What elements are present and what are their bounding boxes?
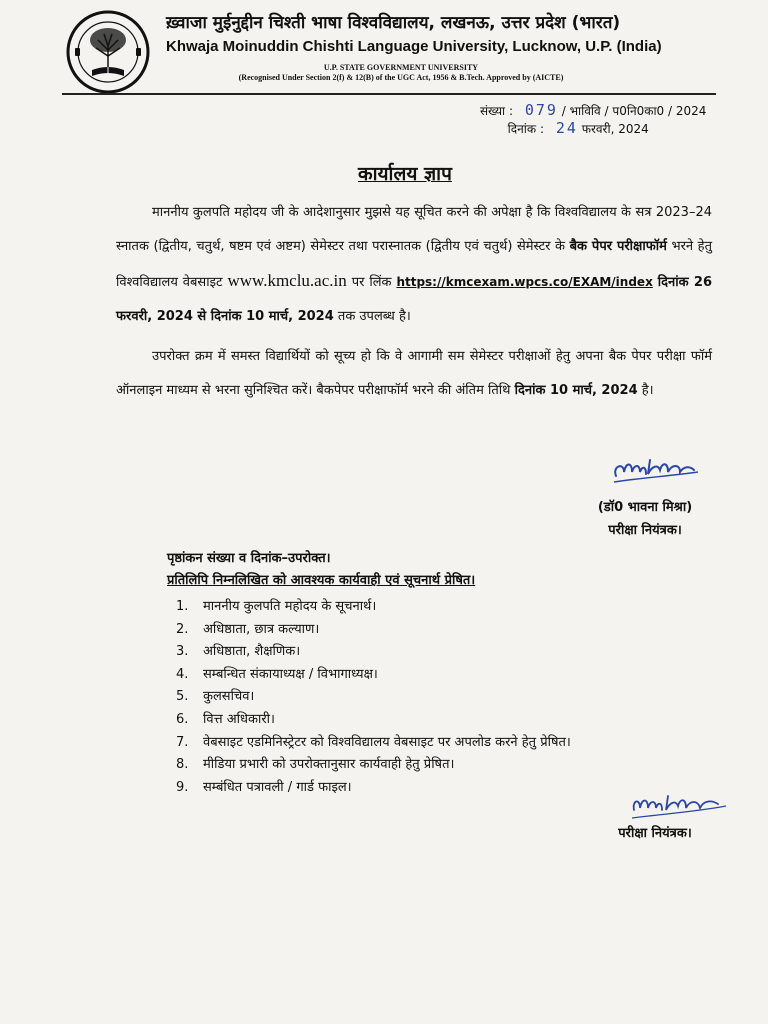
list-item: 3. अधिष्ठाता, शैक्षणिक। bbox=[176, 644, 301, 660]
copy-recipients-list bbox=[176, 596, 571, 799]
reference-number bbox=[440, 101, 710, 119]
paragraph-2 bbox=[116, 340, 712, 408]
reference-number-handwritten: 079 bbox=[524, 101, 558, 119]
p1-text-c: पर लिंक bbox=[351, 275, 392, 290]
reference-suffix: / भाविवि / प0नि0का0 / 2024 bbox=[561, 104, 707, 118]
signatory-name: (डॉ0 भावना मिश्रा) bbox=[597, 500, 693, 515]
date-month-year: फरवरी, 2024 bbox=[581, 122, 649, 136]
list-item: 5. कुलसचिव। bbox=[176, 689, 255, 705]
signatory-role: परीक्षा नियंत्रक। bbox=[608, 523, 682, 538]
copy-forwarded-heading: प्रतिलिपि निम्नलिखित को आवश्यक कार्यवाही एवं सूचनार्थ प्रेषित। bbox=[167, 573, 476, 588]
signature-mark-2 bbox=[628, 780, 728, 824]
p1-text-a: माननीय कुलपति महोदय जी के आदेशानुसार मुझसे यह सूचित करने की अपेक्षा है कि विश्वविद्यालय के सत्र 2023–24 स्नातक (द्वितीय, चतुर्थ, षष्टम एवं अष्टम) सेमेस्टर तथा परास्नातक (द्वितीय एवं चतुर्थ) सेमेस्टर के bbox=[116, 205, 712, 254]
reference-label: संख्या : bbox=[479, 104, 513, 118]
p1-date-range: दिनांक 26 फरवरी, 2024 से दिनांक 10 मार्च, 2024 bbox=[116, 275, 712, 324]
university-name-english: Khwaja Moinuddin Chishti Language University, Lucknow, U.P. (India) bbox=[166, 38, 662, 55]
state-university-line: U.P. STATE GOVERNMENT UNIVERSITY bbox=[323, 63, 479, 72]
list-item: 8. मीडिया प्रभारी को उपरोक्तानुसार कार्यवाही हेतु प्रेषित। bbox=[176, 757, 455, 773]
list-item: 2. अधिष्ठाता, छात्र कल्याण। bbox=[176, 621, 320, 637]
p2-last-date: दिनांक 10 मार्च, 2024 bbox=[514, 383, 638, 398]
controller-role: परीक्षा नियंत्रक। bbox=[618, 826, 692, 841]
university-emblem-icon bbox=[66, 10, 150, 94]
list-item: 6. वित्त अधिकारी। bbox=[176, 711, 275, 727]
signature-mark-1 bbox=[610, 448, 700, 488]
p1-text-b: भरने हेतु विश्वविद्यालय वेबसाइट bbox=[116, 239, 712, 290]
memo-date bbox=[440, 119, 710, 137]
letterhead-divider bbox=[62, 93, 716, 95]
list-item: 4. सम्बन्धित संकायाध्यक्ष / विभागाध्यक्ष। bbox=[176, 666, 378, 682]
date-day-handwritten: 24 bbox=[555, 119, 578, 137]
list-item: 1. माननीय कुलपति महोदय के सूचनार्थ। bbox=[176, 599, 377, 614]
memo-body bbox=[116, 196, 712, 408]
paragraph-1 bbox=[116, 196, 712, 334]
list-item: 9. सम्बंधित पत्रावली / गार्ड फाइल। bbox=[176, 779, 352, 795]
endorsement-line: पृष्ठांकन संख्या व दिनांक–उपरोक्त। bbox=[167, 551, 331, 566]
p2-text-b: है। bbox=[641, 383, 654, 398]
university-website-link[interactable]: www.kmclu.ac.in bbox=[227, 271, 347, 290]
p1-text-d: तक उपलब्ध है। bbox=[337, 309, 411, 324]
recognition-line: (Recognised Under Section 2(f) & 12(B) of the UGC Act, 1956 & B.Tech. Approved by (AICTE) bbox=[238, 73, 564, 82]
date-label: दिनांक : bbox=[507, 122, 544, 136]
exam-portal-link[interactable]: https://kmcexam.wpcs.co/EXAM/index bbox=[396, 275, 653, 289]
p1-back-paper-form: बैक पेपर परीक्षाफॉर्म bbox=[569, 239, 667, 254]
p2-text-a: उपरोक्त क्रम में समस्त विद्यार्थियों को सूच्य हो कि वे आगामी सम सेमेस्टर परीक्षाओं हेतु अपना बैक पेपर परीक्षा फॉर्म ऑनलाइन माध्यम से भरना सुनिश्चित करें। बैकपेपर परीक्षाफॉर्म भरने की अंतिम तिथि bbox=[116, 349, 712, 398]
university-name-hindi: ख़्वाजा मुईनुद्दीन चिश्ती भाषा विश्वविद्यालय, लखनऊ, उत्तर प्रदेश (भारत) bbox=[166, 13, 621, 33]
list-item: 7. वेबसाइट एडमिनिस्ट्रेटर को विश्वविद्यालय वेबसाइट पर अपलोड करने हेतु प्रेषित। bbox=[176, 734, 571, 750]
memo-title: कार्यालय ज्ञाप bbox=[358, 163, 452, 185]
